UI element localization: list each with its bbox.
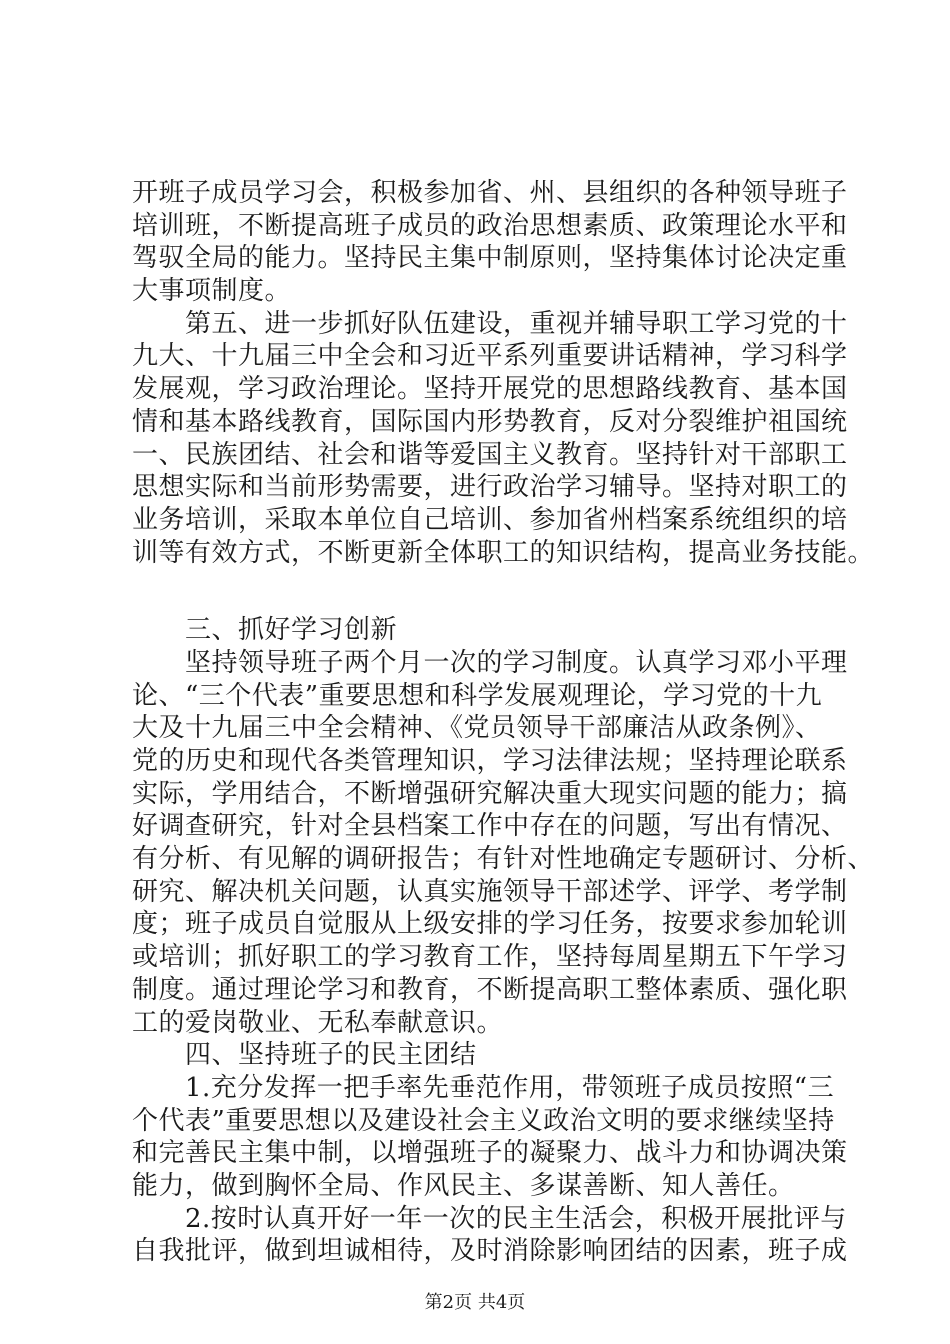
text-line: 党的历史和现代各类管理知识，学习法律法规；坚持理论联系 — [132, 746, 848, 776]
text-line: 业务培训，采取本单位自己培训、参加省州档案系统组织的培 — [132, 504, 848, 535]
text-line: 三、抓好学习创新 — [132, 615, 398, 646]
text-line: 2.按时认真开好一年一次的民主生活会，积极开展批评与 — [132, 1203, 847, 1234]
text-line: 好调查研究，针对全县档案工作中存在的问题，写出有情况、 — [132, 811, 848, 842]
text-line: 第五、进一步抓好队伍建设，重视并辅导职工学习党的十 — [132, 308, 848, 339]
text-line: 大及十九届三中全会精神、《党员领导干部廉洁从政条例》、 — [132, 713, 822, 744]
text-line: 开班子成员学习会，积极参加省、州、县组织的各种领导班子 — [132, 178, 848, 208]
document-body — [132, 177, 875, 1268]
text-line: 制度。通过理论学习和教育，不断提高职工整体素质、强化职 — [132, 974, 848, 1005]
text-line: 研究、解决机关问题，认真实施领导干部述学、评学、考学制 — [132, 876, 848, 907]
text-line: 发展观，学习政治理论。坚持开展党的思想路线教育、基本国 — [132, 374, 848, 405]
text-line: 自我批评，做到坦诚相待，及时消除影响团结的因素，班子成 — [132, 1236, 848, 1267]
paragraph-block-top — [132, 177, 875, 569]
text-line: 驾驭全局的能力。坚持民主集中制原则，坚持集体讨论决定重 — [132, 243, 848, 274]
text-line: 四、坚持班子的民主团结 — [132, 1040, 477, 1071]
paragraph-block-bottom — [132, 614, 875, 1268]
text-line: 一、民族团结、社会和谐等爱国主义教育。坚持针对干部职工 — [132, 439, 848, 470]
text-line: 有分析、有见解的调研报告；有针对性地确定专题研讨、分析、 — [132, 844, 875, 875]
text-line: 1.充分发挥一把手率先垂范作用，带领班子成员按照“三 — [132, 1072, 835, 1103]
text-line: 或培训；抓好职工的学习教育工作，坚持每周星期五下午学习 — [132, 942, 848, 973]
section-gap — [132, 569, 852, 614]
text-line: 工的爱岗敬业、无私奉献意识。 — [132, 1007, 504, 1038]
text-line: 论、“三个代表”重要思想和科学发展观理论，学习党的十九 — [132, 680, 823, 711]
text-line: 训等有效方式，不断更新全体职工的知识结构，提高业务技能。 — [132, 537, 875, 568]
text-line: 九大、十九届三中全会和习近平系列重要讲话精神，学习科学 — [132, 341, 848, 372]
text-line: 度；班子成员自觉服从上级安排的学习任务，按要求参加轮训 — [132, 909, 848, 940]
text-line: 和完善民主集中制，以增强班子的凝聚力、战斗力和协调决策 — [132, 1138, 848, 1169]
text-line: 能力，做到胸怀全局、作风民主、多谋善断、知人善任。 — [132, 1170, 795, 1201]
text-line: 坚持领导班子两个月一次的学习制度。认真学习邓小平理 — [132, 647, 848, 678]
page-footer: 第2页 共4页 — [424, 1292, 526, 1313]
text-line: 培训班，不断提高班子成员的政治思想素质、政策理论水平和 — [132, 210, 848, 241]
text-line: 情和基本路线教育，国际国内形势教育，反对分裂维护祖国统 — [132, 406, 848, 437]
text-line: 大事项制度。 — [132, 276, 292, 307]
text-line: 实际，学用结合，不断增强研究解决重大现实问题的能力；搞 — [132, 778, 848, 809]
text-line: 思想实际和当前形势需要，进行政治学习辅导。坚持对职工的 — [132, 472, 848, 503]
text-line: 个代表”重要思想以及建设社会主义政治文明的要求继续坚持 — [132, 1105, 835, 1136]
